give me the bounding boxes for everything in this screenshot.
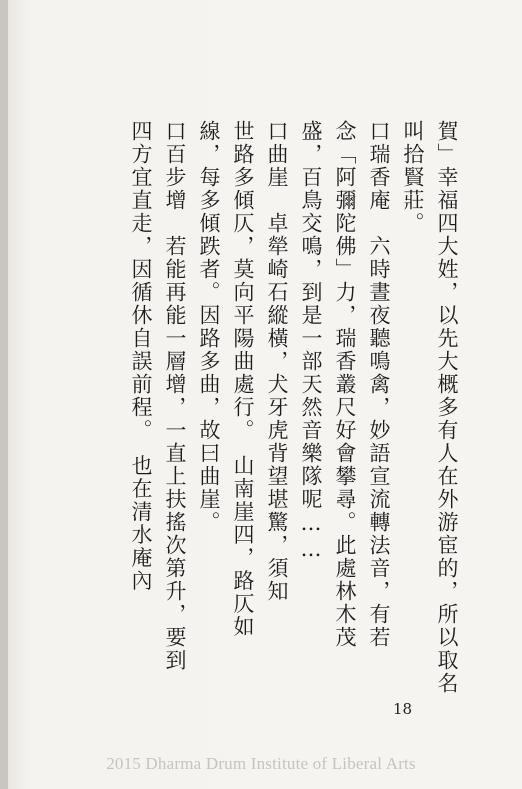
page-scan-edge: [0, 0, 8, 789]
watermark: 2015 Dharma Drum Institute of Liberal Arts: [106, 754, 416, 773]
manuscript-column-9: 口百步增 若能再能一層增，一直上扶搖次第升，要到: [163, 120, 187, 672]
manuscript-columns: [60, 120, 460, 695]
page-number: 18: [393, 700, 413, 718]
manuscript-column-7: 世路多傾仄，莫向平陽曲處行。 山南崖四，路仄如: [231, 120, 255, 639]
manuscript-column-3: 口瑞香庵 六時晝夜聽鳴禽，妙語宣流轉法音，有若: [367, 120, 391, 649]
manuscript-column-1: 賀」幸福四大姓，以先大概多有人在外游宦的，所以取名: [435, 120, 459, 695]
manuscript-column-8: 線，每多傾跌者。因路多曲，故曰曲崖。: [197, 120, 221, 534]
manuscript-column-10: 四方宜直走，因循休自誤前程。 也在清水庵內: [129, 120, 153, 593]
bleed-through-column: [473, 110, 502, 670]
manuscript-column-6: 口曲崖 卓犖崎石縱橫，犬牙虎背望堪驚，須知: [265, 120, 289, 603]
manuscript-column-4: 念「阿彌陀佛」力，瑞香叢尺好會攀尋。此處林木茂: [333, 120, 357, 649]
manuscript-column-5: 盛，百鳥交鳴，到是一部天然音樂隊呢……: [299, 120, 323, 563]
manuscript-column-2: 叫拾賢莊。: [401, 120, 425, 235]
